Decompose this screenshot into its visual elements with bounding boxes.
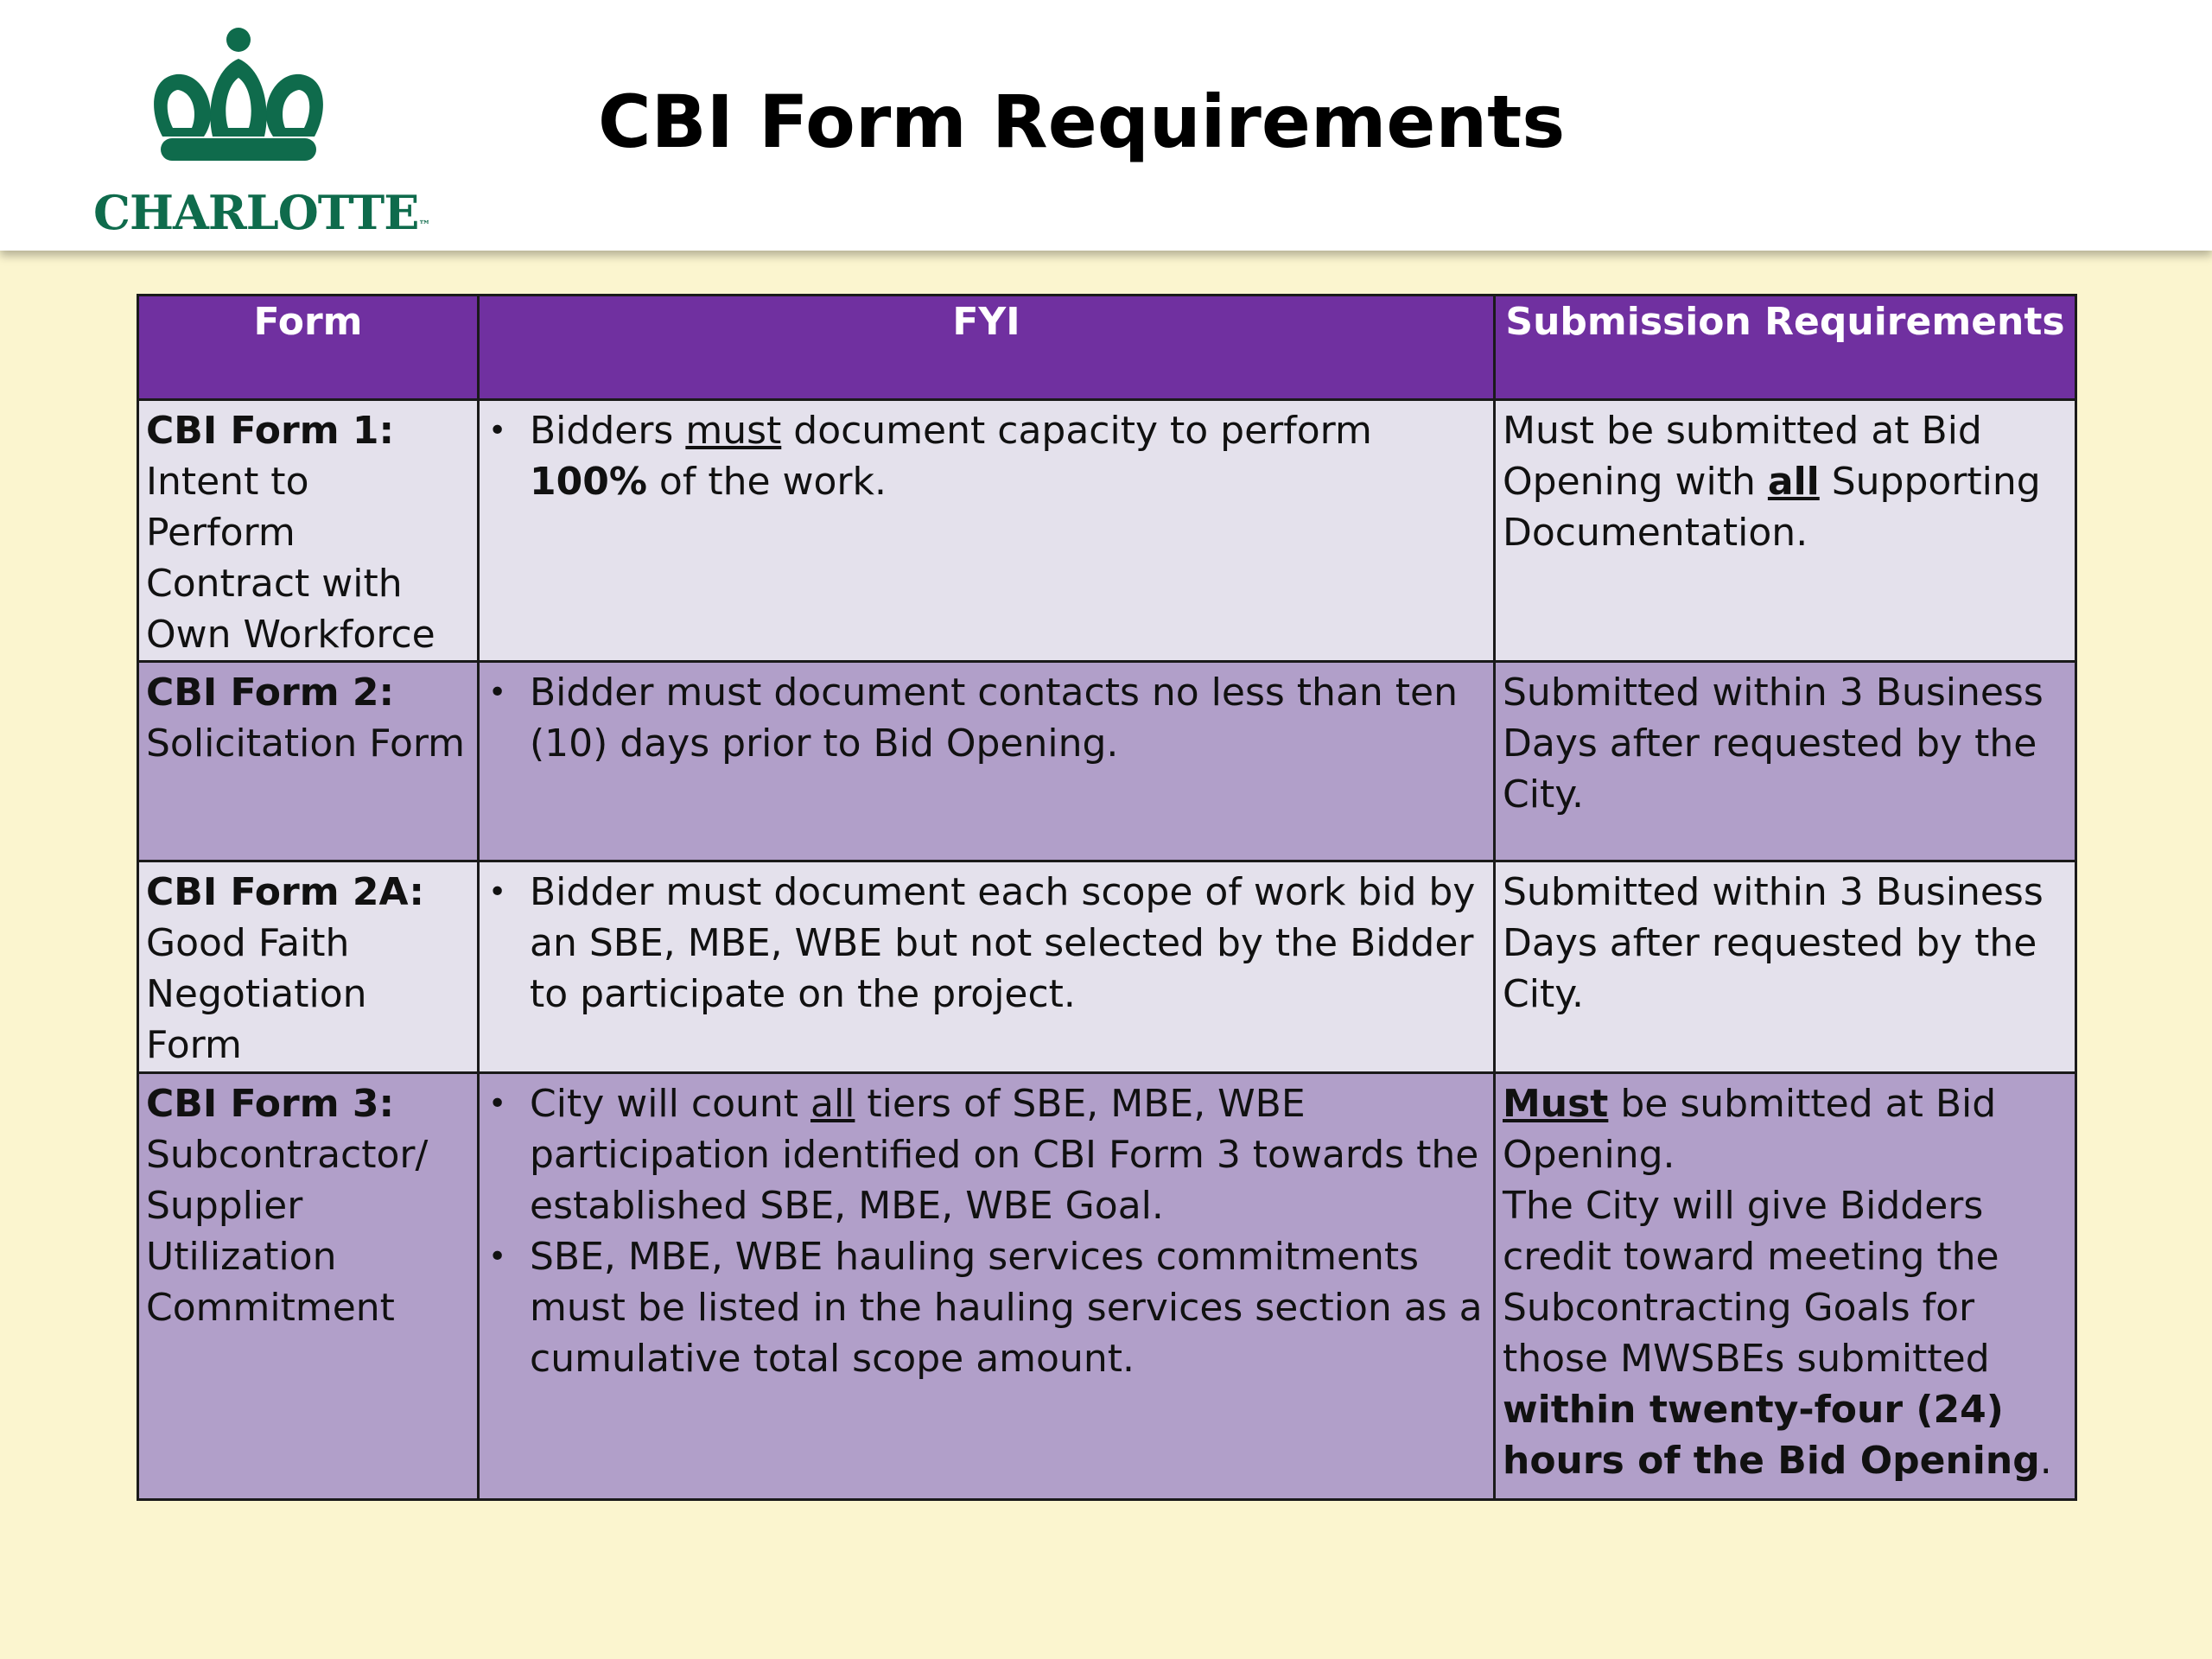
form-cell [138, 662, 479, 861]
submission-cell: Must be submitted at Bid Opening with all Supporting Documentation. [1495, 400, 2076, 662]
fyi-cell [479, 662, 1495, 861]
table-row [138, 400, 2076, 662]
submission-cell: Submitted within 3 Business Days after requested by the City. [1495, 662, 2076, 861]
form-cell [138, 861, 479, 1073]
table-row [138, 861, 2076, 1073]
form-name: CBI Form 2A: [146, 870, 424, 914]
fyi-bullet: • Bidder must document each scope of work bid by an SBE, MBE, WBE but not selected by the Bidder to participate on the project. [486, 867, 1486, 1020]
table-header-row [138, 296, 2076, 400]
fyi-bullet: • SBE, MBE, WBE hauling services commitments must be listed in the hauling services section as a cumulative total scope amount. [486, 1231, 1486, 1384]
form-description: Solicitation Form [146, 721, 466, 766]
page-title: CBI Form Requirements [598, 79, 1566, 164]
submission-cell [1495, 1073, 2076, 1500]
form-name: CBI Form 3: [146, 1082, 395, 1126]
charlotte-logo [93, 24, 431, 240]
form-cell [138, 400, 479, 662]
form-description: Subcontractor/ Supplier Utilization Commitment [146, 1133, 429, 1330]
column-header-form: Form [138, 296, 479, 400]
column-header-fyi: FYI [479, 296, 1495, 400]
column-header-submission: Submission Requirements [1495, 296, 2076, 400]
form-name: CBI Form 1: [146, 409, 395, 453]
form-name: CBI Form 2: [146, 671, 395, 715]
table-row [138, 662, 2076, 861]
form-cell [138, 1073, 479, 1500]
slide-header [0, 0, 2212, 251]
fyi-bullet: • Bidders must document capacity to perform 100% of the work. [486, 405, 1486, 507]
submission-line: The City will give Bidders credit toward meeting the Subcontracting Goals for those MWSBEs submitted within twenty-four (24) hours of the Bid Opening. [1503, 1184, 2052, 1483]
fyi-cell [479, 400, 1495, 662]
fyi-bullet: • Bidder must document contacts no less than ten (10) days prior to Bid Opening. [486, 667, 1486, 769]
submission-cell: Submitted within 3 Business Days after requested by the City. [1495, 861, 2076, 1073]
form-description: Good Faith Negotiation Form [146, 921, 367, 1067]
cbi-requirements-table [137, 294, 2077, 1501]
logo-wordmark: CHARLOTTE™ [93, 185, 431, 240]
form-description: Intent to Perform Contract with Own Workforce [146, 460, 435, 657]
table-row [138, 1073, 2076, 1500]
fyi-cell [479, 1073, 1495, 1500]
fyi-cell [479, 861, 1495, 1073]
submission-line: Must be submitted at Bid Opening. [1503, 1082, 1997, 1177]
fyi-bullet: • City will count all tiers of SBE, MBE, WBE participation identified on CBI Form 3 towards the established SBE, MBE, WBE Goal. [486, 1078, 1486, 1231]
crown-icon [143, 24, 334, 171]
